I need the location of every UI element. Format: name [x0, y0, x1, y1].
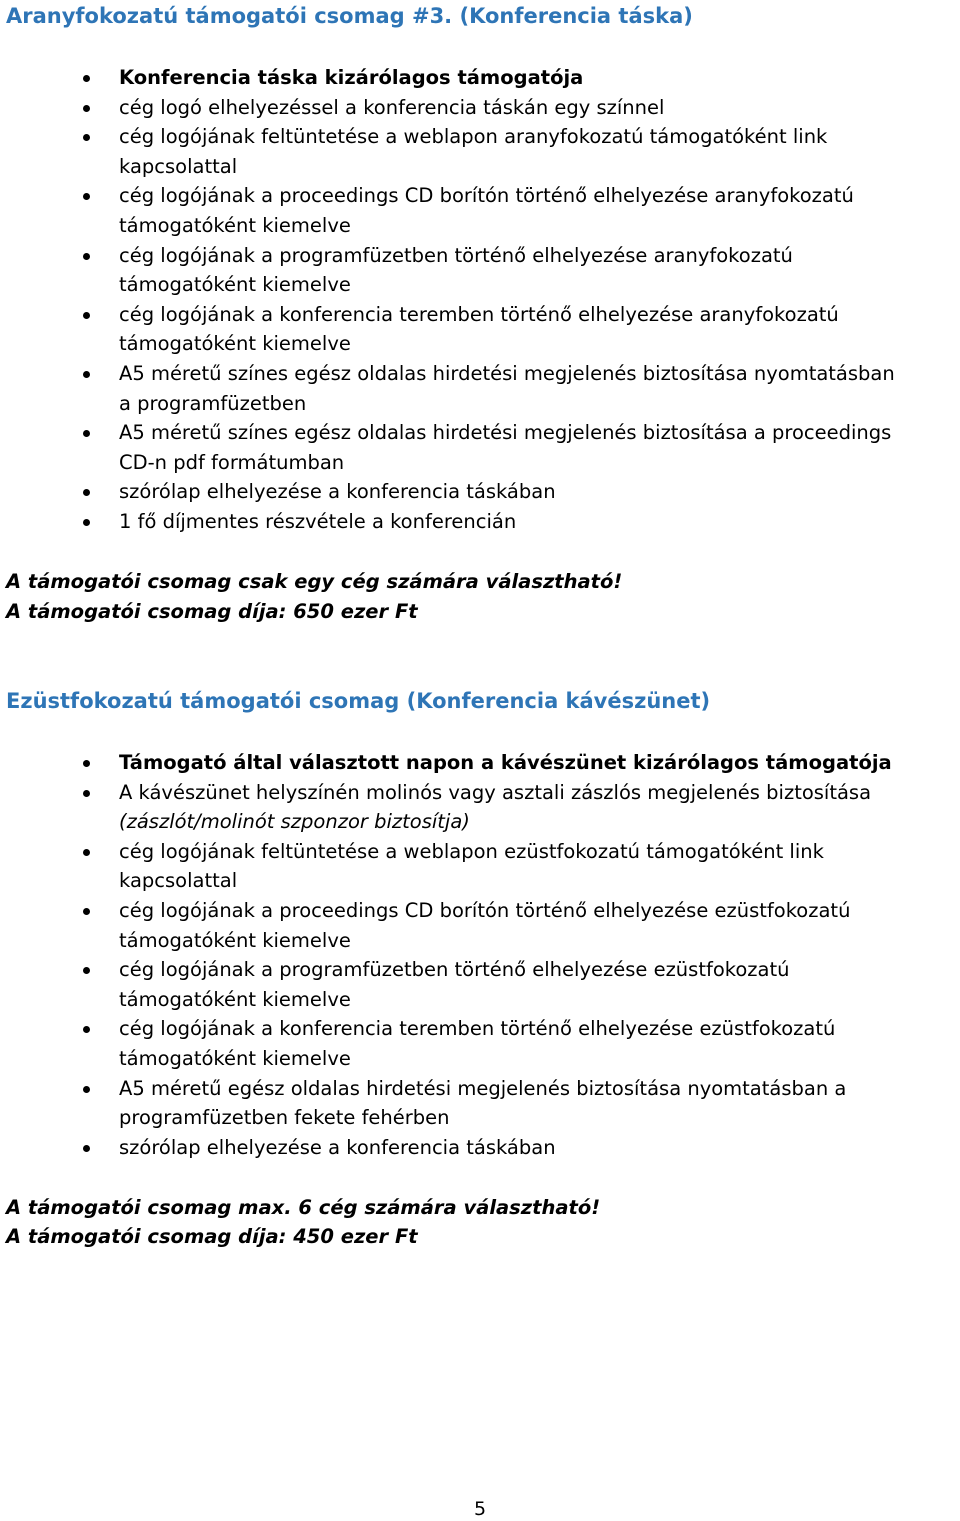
gold-package-price: A támogatói csomag díja: 650 ezer Ft: [6, 600, 418, 623]
list-item: szórólap elhelyezése a konferencia táskában: [0, 477, 960, 507]
list-item: cég logójának a konferencia teremben történő elhelyezése aranyfokozatú támogatóként kiemelve: [0, 300, 960, 359]
list-item: cég logójának a proceedings CD borítón történő elhelyezése aranyfokozatú támogatóként kiemelve: [0, 181, 960, 240]
list-item: Támogató által választott napon a kávészünet kizárólagos támogatója: [0, 748, 960, 778]
gold-package-benefits-list: [0, 63, 960, 537]
list-item: cég logójának feltüntetése a weblapon aranyfokozatú támogatóként link kapcsolattal: [0, 122, 960, 181]
list-item: cég logójának feltüntetése a weblapon ezüstfokozatú támogatóként link kapcsolattal: [0, 837, 960, 896]
silver-package-benefits-list: [0, 748, 960, 1162]
list-item: Konferencia táska kizárólagos támogatója: [0, 63, 960, 93]
gold-package-heading: Aranyfokozatú támogatói csomag #3. (Konferencia táska): [6, 4, 693, 28]
list-item: szórólap elhelyezése a konferencia táskában: [0, 1133, 960, 1163]
list-item: cég logójának a programfüzetben történő elhelyezése aranyfokozatú támogatóként kiemelve: [0, 241, 960, 300]
list-item: A5 méretű egész oldalas hirdetési megjelenés biztosítása nyomtatásban a programfüzetben fekete fehérben: [0, 1074, 960, 1133]
list-item: cég logójának a konferencia teremben történő elhelyezése ezüstfokozatú támogatóként kiemelve: [0, 1014, 960, 1073]
silver-package-price: A támogatói csomag díja: 450 ezer Ft: [6, 1225, 418, 1248]
gold-package-limit-note: A támogatói csomag csak egy cég számára választható!: [6, 570, 623, 593]
silver-package-heading: Ezüstfokozatú támogatói csomag (Konferencia kávészünet): [6, 689, 711, 713]
list-item: 1 fő díjmentes részvétele a konferencián: [0, 507, 960, 537]
list-item: A5 méretű színes egész oldalas hirdetési megjelenés biztosítása nyomtatásban a programfüzetben: [0, 359, 960, 418]
silver-package-limit-note: A támogatói csomag max. 6 cég számára választható!: [6, 1196, 601, 1219]
page-number: 5: [473, 1498, 487, 1520]
list-item: A5 méretű színes egész oldalas hirdetési megjelenés biztosítása a proceedings CD-n pdf formátumban: [0, 418, 960, 477]
list-item: cég logójának a proceedings CD borítón történő elhelyezése ezüstfokozatú támogatóként kiemelve: [0, 896, 960, 955]
list-item: A kávészünet helyszínén molinós vagy asztali zászlós megjelenés biztosítása (zászlót/molinót szponzor biztosítja): [0, 778, 960, 837]
list-item: cég logójának a programfüzetben történő elhelyezése ezüstfokozatú támogatóként kiemelve: [0, 955, 960, 1014]
list-item: cég logó elhelyezéssel a konferencia táskán egy színnel: [0, 93, 960, 123]
